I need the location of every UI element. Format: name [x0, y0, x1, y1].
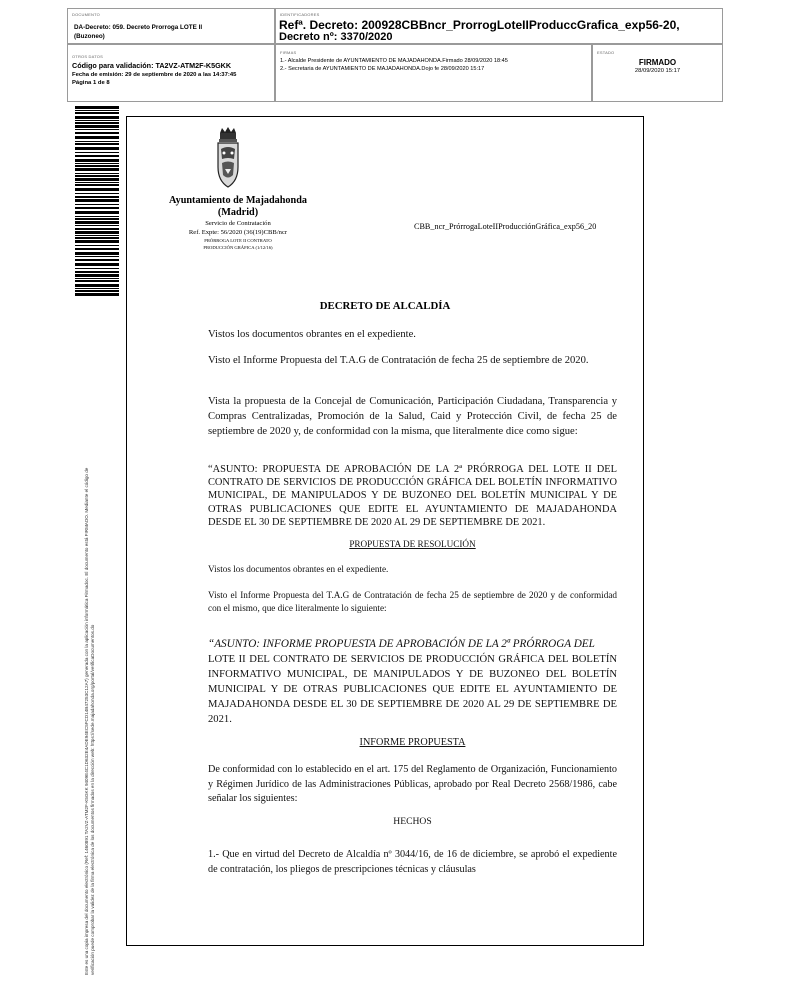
identificadores-label: IDENTIFICADORES [280, 12, 320, 17]
barcode-bar [75, 211, 119, 214]
paragraph-8: De conformidad con lo establecido en el art. 175 del Reglamento de Organización, Funcionamiento y Régimen Jurídico de las Administraciones Públicas, aprobado por Real Decreto 2568/1986, cabe señalar los siguientes: [208, 764, 617, 804]
barcode-bar [75, 159, 119, 162]
coat-of-arms-icon [212, 127, 244, 189]
org-region: (Madrid) [217, 207, 259, 218]
barcode-bar [75, 120, 119, 121]
heading-informe-propuesta: INFORME PROPUESTA [359, 737, 466, 748]
barcode [75, 106, 119, 296]
file-reference: CBB_ncr_PrórrogaLoteIIProducciónGráfica_exp56_20 [414, 222, 597, 231]
servicio: Servicio de Contratación [205, 220, 271, 227]
barcode-bar [75, 256, 119, 257]
barcode-bar [75, 132, 119, 134]
barcode-bar [75, 271, 119, 273]
barcode-bar [75, 125, 119, 128]
documento-label: DOCUMENTO [72, 12, 100, 17]
barcode-bar [75, 122, 119, 124]
barcode-bar [75, 184, 119, 186]
paragraph-asunto-2: LOTE II DEL CONTRATO DE SERVICIOS DE PRODUCCIÓN GRÁFICA DEL BOLETÍN INFORMATIVO MUNICIPAL, DE MANIPULADOS Y DE BUZONEO DEL BOLETÍN MUNICIPAL Y DE OTRAS PUBLICACIONES QUE EDITE EL AYUNTAMIENTO DE MAJADAHONDA DESDE EL 30 DE SEPTIEMBRE DE 2020 AL 29 DE SEPTIEMBRE DE 2021. [208, 654, 617, 725]
barcode-bar [75, 278, 119, 279]
header-identificadores-cell [275, 8, 723, 44]
firma-2: 2.- Secretaria de AYUNTAMIENTO DE MAJADAHONDA.Dojo fe 28/09/2020 15:17 [280, 66, 485, 72]
paragraph-5: Vistos los documentos obrantes en el expediente. [208, 564, 389, 574]
firmas-label: FIRMAS [280, 50, 297, 55]
header-documento-cell [67, 8, 275, 44]
barcode-bar [75, 178, 119, 181]
org-name: Ayuntamiento de Majadahonda [169, 195, 307, 206]
barcode-bar [75, 225, 119, 226]
barcode-bar [75, 218, 119, 220]
barcode-bar [75, 293, 119, 296]
paragraph-asunto-2-italic: “ASUNTO: INFORME PROPUESTA DE APROBACIÓN DE LA 2ª PRÓRROGA DEL [208, 638, 595, 650]
estado-fecha: 28/09/2020 15:17 [634, 68, 681, 74]
barcode-bar [75, 193, 119, 194]
barcode-bar [75, 155, 119, 157]
barcode-bar [75, 165, 119, 167]
document-title: DECRETO DE ALCALDÍA [319, 300, 451, 312]
fecha-emision: Fecha de emisión: 29 de septiembre de 2020 a las 14:37:45 [72, 72, 237, 78]
firma-1: 1.- Alcalde Presidente de AYUNTAMIENTO DE MAJADAHONDA.Firmado 28/09/2020 18:45 [280, 58, 508, 64]
letterhead-sub1: PRÓRROGA LOTE II CONTRATO [204, 238, 272, 243]
barcode-bar [75, 252, 119, 255]
barcode-bar [75, 259, 119, 261]
barcode-bar [75, 110, 119, 111]
barcode-bar [75, 188, 119, 191]
barcode-bar [75, 290, 119, 292]
barcode-bar [75, 116, 119, 119]
barcode-bar [75, 196, 119, 198]
barcode-bar [75, 248, 119, 250]
pagina: Página 1 de 8 [72, 80, 110, 86]
paragraph-6: Visto el Informe Propuesta del T.A.G de Contratación de fecha 25 de septiembre de 2020 y de conformidad con el mismo, que dice literalmente lo siguiente: [208, 590, 617, 613]
barcode-bar [75, 268, 119, 269]
barcode-bar [75, 280, 119, 282]
barcode-bar [75, 288, 119, 289]
barcode-bar [75, 152, 119, 153]
header-otros-cell [67, 44, 275, 102]
ref-expte: Ref. Expte: 56/2020 (36(19)CBB/ncr [188, 229, 288, 236]
barcode-bar [75, 136, 119, 139]
barcode-bar [75, 221, 119, 224]
barcode-bar [75, 235, 119, 236]
side-verification-text-2: verificación puede comprobar la validez de la firma electrónica de los documentos firmados en la dirección web: https://sede.majadahonda.org/portal/verificaDocumentos.do [90, 624, 95, 975]
barcode-bar [75, 216, 119, 217]
barcode-bar [75, 168, 119, 171]
paragraph-asunto-1: “ASUNTO: PROPUESTA DE APROBACIÓN DE LA 2ª PRÓRROGA DEL LOTE II DEL CONTRATO DE SERVICIOS DE PRODUCCIÓN GRÁFICA DEL BOLETÍN INFORMATIVO MUNICIPAL, DE MANIPULADOS Y DE BUZONEO DEL BOLETÍN MUNICIPAL Y DE OTRAS PUBLICACIONES QUE EDITE EL AYUNTAMIENTO DE MAJADAHONDA DESDE EL 30 DE SEPTIEMBRE DE 2020 AL 29 DE SEPTIEMBRE DE 2021. [208, 464, 617, 528]
header-estado-cell [592, 44, 723, 102]
barcode-bar [75, 163, 119, 164]
barcode-bar [75, 173, 119, 174]
barcode-bar [75, 228, 119, 230]
decreto-number: Decreto nº: 3370/2020 [279, 31, 393, 43]
barcode-bar [75, 106, 119, 109]
barcode-bar [75, 263, 119, 266]
estado-label: ESTADO [597, 50, 615, 55]
header-firmas-cell [275, 44, 592, 102]
barcode-bar [75, 175, 119, 177]
codigo-validacion: Código para validación: TA2VZ-ATM2F-K5GKK [72, 61, 232, 70]
paragraph-2: Visto el Informe Propuesta del T.A.G de Contratación de fecha 25 de septiembre de 2020. [208, 355, 589, 366]
barcode-bar [75, 129, 119, 130]
heading-hechos: HECHOS [393, 816, 432, 827]
paragraph-3: Vista la propuesta de la Concejal de Comunicación, Participación Ciudadana, Transparencia y Compras Centralizadas, Promoción de la Salud, Caid y Protección Civil, de fecha 25 de septiembre de 2020 y, de conformidad con la misma, que literalmente dice como sigue: [208, 396, 617, 437]
barcode-bar [75, 237, 119, 239]
barcode-bar [75, 231, 119, 234]
documento-line1: DA-Decreto: 059. Decreto Prorroga LOTE II [74, 24, 203, 31]
barcode-bar [75, 147, 119, 150]
paragraph-1: Vistos los documentos obrantes en el expediente. [208, 329, 416, 340]
barcode-bar [75, 245, 119, 246]
otros-label: OTROS DATOS [72, 54, 103, 59]
barcode-bar [75, 182, 119, 183]
barcode-bar [75, 141, 119, 142]
barcode-bar [75, 204, 119, 205]
barcode-bar [75, 143, 119, 145]
ref-decreto: Refª. Decreto: 200928CBBncr_ProrrogLoteIIProduccGrafica_exp56-20, [279, 18, 680, 32]
estado-value: FIRMADO [638, 58, 677, 67]
paragraph-9: 1.- Que en virtud del Decreto de Alcaldía nº 3044/16, de 16 de diciembre, se aprobó el expediente de contratación, los pliegos de prescripciones técnicas y cláusulas [208, 849, 617, 875]
barcode-bar [75, 199, 119, 202]
heading-propuesta-resolucion: PROPUESTA DE RESOLUCIÓN [349, 539, 476, 549]
barcode-bar [75, 207, 119, 209]
documento-line2: (Buzoneo) [74, 33, 105, 40]
barcode-bar [75, 274, 119, 277]
barcode-bar [75, 284, 119, 287]
letterhead-sub2: PRODUCCIÓN GRÁFICA (1/12/16) [203, 245, 273, 250]
barcode-bar [75, 240, 119, 243]
side-verification-text-1: Este es una copia impresa del documento electrónico (Ref: 1460891 TA2VZ-ATM2F-K5GKK 9409E4C1D632E4ADE94EC5FCD14B47253C12A7) generada con la aplicación informática Firmadoc. El documento está FIRMADO. Mediante el código de [84, 467, 89, 975]
barcode-bar [75, 112, 119, 114]
